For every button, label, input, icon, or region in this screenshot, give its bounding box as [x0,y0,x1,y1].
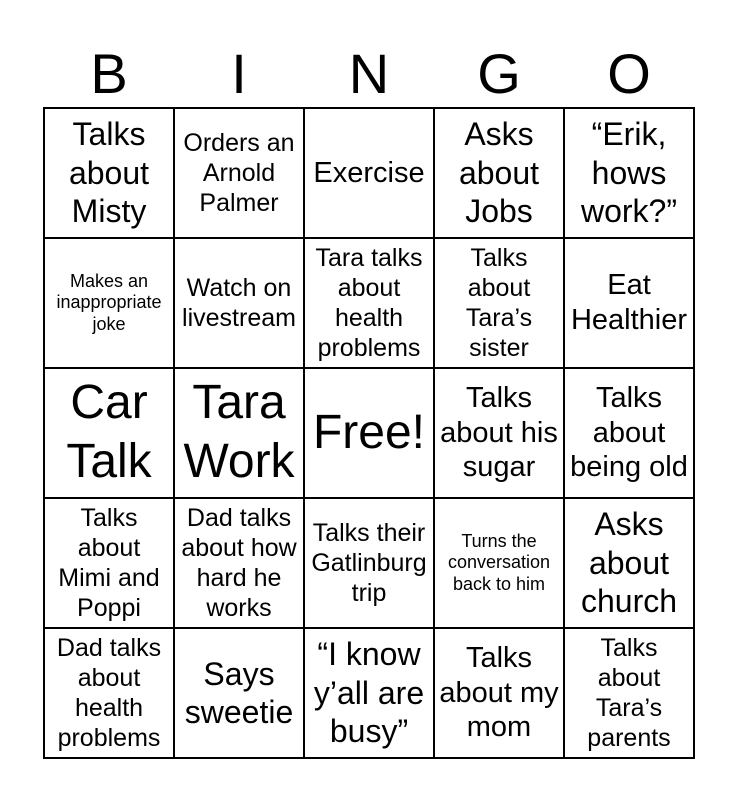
bingo-cell [175,499,305,629]
cell-text: Dad talks about how hard he works [181,504,297,622]
bingo-cell [565,499,695,629]
bingo-cell [435,369,565,499]
cell-text: “Erik, hows work?” [580,116,677,230]
bingo-cell [565,109,695,239]
cell-text: Dad talks about health problems [56,634,162,752]
cell-text: Orders an Arnold Palmer [183,129,295,217]
cell-text: Asks about Jobs [458,116,540,230]
bingo-cell [565,239,695,369]
cell-text: Talks about my mom [439,641,559,744]
bingo-cell [435,239,565,369]
bingo-cell [435,629,565,759]
cell-text: Eat Healthier [570,269,688,336]
cell-text: Talks about his sugar [440,381,558,484]
cell-text: Tara Work [183,376,295,488]
bingo-cell [305,109,435,239]
bingo-cell [565,629,695,759]
bingo-cell [565,369,695,499]
bingo-cell [305,629,435,759]
cell-text: Talks about Tara’s sister [465,244,533,362]
cell-text: Turns the conversation back to him [447,530,551,594]
cell-text: “I know y’all are busy” [313,636,425,750]
bingo-cell [305,499,435,629]
bingo-header [44,40,694,108]
cell-text: Talks about Misty [68,116,150,230]
bingo-cell [305,239,435,369]
bingo-cell [175,629,305,759]
cell-text: Talks about being old [570,381,688,484]
cell-text: Talks their Gatlinburg trip [311,519,427,607]
cell-text: Watch on livestream [182,274,296,332]
cell-text: Makes an inappropriate joke [56,270,162,334]
bingo-cell-free [305,369,435,499]
bingo-cell [175,239,305,369]
cell-text: Talks about Mimi and Poppi [58,504,160,622]
bingo-cell [435,109,565,239]
bingo-cell [435,499,565,629]
cell-text: Asks about church [580,506,678,620]
cell-text: Says sweetie [184,655,294,730]
bingo-cell [45,109,175,239]
cell-text: Car Talk [66,376,152,488]
bingo-cell [45,499,175,629]
bingo-cell [45,369,175,499]
bingo-grid [43,107,695,759]
header-letter-i: I [231,42,247,105]
header-letter-g: G [477,42,521,105]
header-letter-n: N [348,42,390,105]
header-letter-o: O [607,42,651,105]
cell-text: Talks about Tara’s parents [587,634,671,752]
header-letter-b: B [90,42,128,105]
bingo-cell [45,239,175,369]
bingo-cell [175,109,305,239]
bingo-cell [45,629,175,759]
free-space-text: Free! [312,405,426,459]
bingo-cell [175,369,305,499]
cell-text: Exercise [313,156,425,189]
cell-text: Tara talks about health problems [315,244,423,362]
